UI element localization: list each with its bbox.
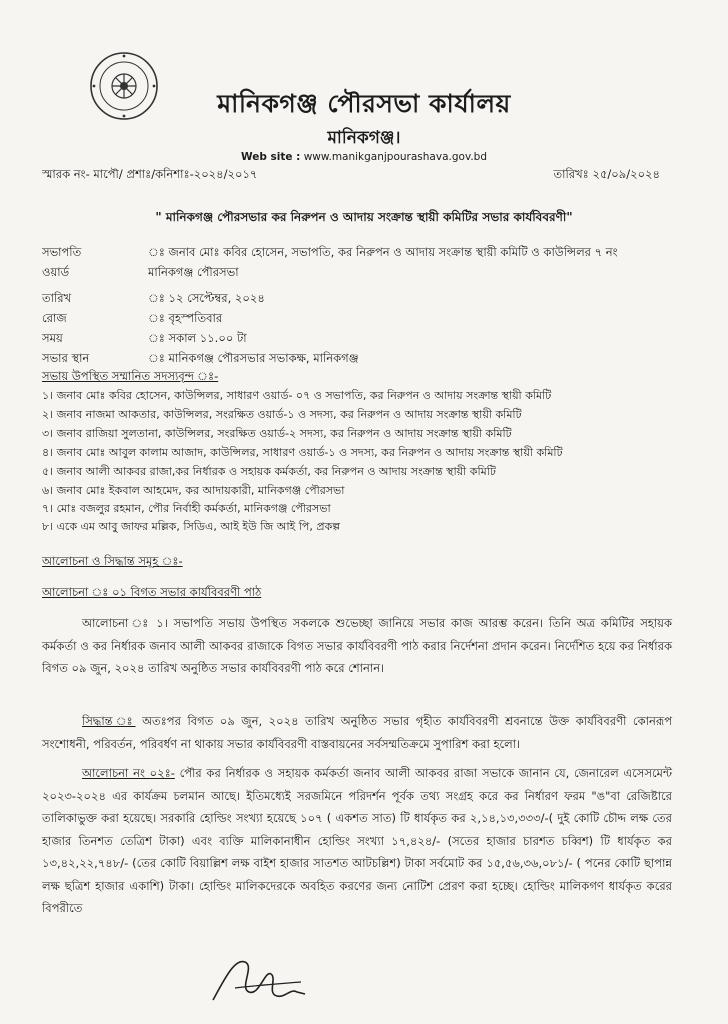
letter-date: তারিখঃ ২৫/০৯/২০২৪ bbox=[553, 167, 660, 181]
info-value: মানিকগঞ্জ পৌরসভা bbox=[148, 265, 239, 279]
info-value: ঃ মানিকগঞ্জ পৌরসভার সভাকক্ষ, মানিকগঞ্জ bbox=[148, 351, 359, 365]
discussion2-text: পৌর কর নির্ধারক ও সহায়ক কর্মকর্তা জনাব আলী আকবর রাজা সভাকে জানান যে, জেনারেল এসেসমেন্ট ২০২৩-২০২৪ এর কার্যক্রম চলমান আছে। ইতিমধ্যেই সরজমিনে পরিদর্শন পূর্বক তথ্য সংগ্রহ করে কর নির্ধারণ ফরম "ঙ"বা রেজিষ্টারে তালিকাভুক্ত করা হয়েছে। সরকারি হোল্ডিং সংখ্যা হয়েছে ১০৭ ( একশত সাত) টি ধার্যকৃত কর ২,১৪,১৩,৩৩৩/-( দুই কোটি চৌদ্দ লক্ষ তের হাজার তিনশত তেত্রিশ টাকা) এবং ব্যক্তি মালিকানাধীন হোল্ডিং সংখ্যা ১৭,৪২৪/- (সতের হাজার চারশত চব্বিশ) টি ধার্যকৃত কর ১৩,৪২,২২,৭৪৮/- (তের কোটি বিয়াল্লিশ লক্ষ বাইশ হাজার সাতশত আটচল্লিশ) টাকা সর্বমোট কর ১৫,৫৬,৩৬,০৮১/- ( পনের কোটি ছাপান্ন লক্ষ ছত্রিশ হাজার একাশি) টাকা। হোল্ডিং মালিকদেরকে অবহিত করণের জন্য নোটিশ প্রেরণ করা হচ্ছে। হোল্ডিং মালিকগণ ধার্যকৃত করের বিপরীতে bbox=[42, 766, 672, 915]
discussion1-heading: আলোচনা ঃ ০১ বিগত সভার কার্যবিবরণী পাঠ bbox=[42, 585, 262, 599]
discussion1-lead: আলোচনা ঃ ১। bbox=[82, 616, 168, 630]
info-row-chair bbox=[42, 244, 618, 263]
document-title: " মানিকগঞ্জ পৌরসভার কর নিরুপন ও আদায় সংক্রান্ত স্থায়ী কমিটির সভার কার্যবিবরণী" bbox=[155, 210, 573, 224]
info-label: সভার স্থান bbox=[42, 351, 90, 365]
website-label: Web site : bbox=[240, 151, 301, 163]
member-item: ৪। জনাব মোঃ আবুল কালাম আজাদ, কাউন্সিলর, সাধারণ ওয়ার্ড-১ ও সদস্য, কর নিরুপন ও আদায় সংক্রান্ত স্থায়ী কমিটি bbox=[42, 446, 563, 459]
discussion1-text: সভাপতি সভায় উপস্থিত সকলকে শুভেচ্ছা জানিয়ে সভার কাজ আরম্ভ করেন। তিনি অত্র কমিটির সহায়ক কর্মকর্তা ও কর নির্ধারক জনাব আলী আকবর রাজাকে বিগত সভার কার্যবিবরণী পাঠ করার নির্দেশনা প্রদান করেন। নির্দেশিত হয়ে কর নির্ধারক বিগত ০৯ জুন, ২০২৪ তারিখ অনুষ্ঠিত সভার কার্যবিবরণী পাঠ করে শোনান। bbox=[42, 616, 673, 675]
member-item: ৭। মোঃ বজলুর রহমান, পৌর নির্বাহী কর্মকর্তা, মানিকগঞ্জ পৌরসভা bbox=[42, 502, 331, 515]
info-label: ওয়ার্ড bbox=[42, 265, 70, 279]
decision-lead: সিদ্ধান্ত ঃ bbox=[82, 714, 136, 728]
info-label: সময় bbox=[42, 331, 63, 345]
member-item: ২। জনাব নাজমা আকতার, কাউন্সিলর, সংরক্ষিত ওয়ার্ড-১ ও সদস্য, কর নিরুপন ও আদায় সংক্রান্ত স্থায়ী কমিটি bbox=[42, 408, 522, 421]
info-label: রোজ bbox=[42, 311, 67, 325]
discussion1-paragraph bbox=[42, 612, 672, 680]
decision-paragraph bbox=[42, 710, 672, 755]
member-item: ৮। একে এম আবু জাফর মল্লিক, সিডিএ, আই ইউ জি আই পি, প্রকল্প bbox=[42, 520, 341, 533]
info-row-venue bbox=[42, 350, 359, 369]
member-item: ১। জনাব মোঃ কবির হোসেন, কাউন্সিলর, সাধারণ ওয়ার্ড- ০৭ ও সভাপতি, কর নিরুপন ও আদায় সংক্রান্ত স্থায়ী কমিটি bbox=[42, 389, 552, 402]
info-value: ঃ বৃহস্পতিবার bbox=[148, 311, 223, 325]
website-url: www.manikganjpourashava.gov.bd bbox=[303, 151, 488, 163]
memo-number: স্মারক নং- মাপৌ/ প্রশাঃ/কনিশাঃ-২০২৪/২০১৭ bbox=[42, 167, 258, 181]
members-heading: সভায় উপস্থিত সম্মানিত সদস্যবৃন্দ ঃ- bbox=[42, 369, 219, 383]
info-row-date bbox=[42, 290, 265, 309]
website-line bbox=[0, 151, 728, 163]
member-item: ৩। জনাব রাজিয়া সুলতানা, কাউন্সিলর, সংরক্ষিত ওয়ার্ড-২ সদস্য, কর নিরুপন ও আদায় সংক্রান্ত স্থায়ী কমিটি bbox=[42, 427, 512, 440]
info-value: ঃ সকাল ১১.০০ টা bbox=[148, 331, 247, 345]
discussion2-paragraph bbox=[42, 762, 672, 920]
info-label: তারিখ bbox=[42, 291, 72, 305]
info-row-time bbox=[42, 330, 247, 349]
info-row-ward bbox=[42, 264, 239, 283]
info-value: ঃ ১২ সেপ্টেম্বর, ২০২৪ bbox=[148, 291, 265, 305]
office-location: মানিকগঞ্জ। bbox=[327, 128, 401, 148]
discussion-heading: আলোচনা ও সিদ্ধান্ত সমূহ ঃ- bbox=[42, 554, 183, 568]
member-item: ৬। জনাব মোঃ ইকবাল আহমেদ, কর আদায়কারী, মানিকগঞ্জ পৌরসভা bbox=[42, 484, 345, 497]
member-item: ৫। জনাব আলী আকবর রাজা,কর নির্ধারক ও সহায়ক কর্মকর্তা, কর নিরুপন ও আদায় সংক্রান্ত স্থায়ী কমিটি bbox=[42, 465, 496, 478]
signature-icon bbox=[205, 948, 325, 1008]
office-title: মানিকগঞ্জ পৌরসভা কার্যালয় bbox=[217, 89, 511, 118]
discussion2-lead: আলোচনা নং ০২ঃ- bbox=[82, 766, 175, 780]
decision-text: অতঃপর বিগত ০৯ জুন, ২০২৪ তারিখ অনুষ্ঠিত সভার গৃহীত কার্যবিবরণী শ্রবনান্তে উক্ত কার্যবিবরণী কোনরূপ সংশোধনী, পরিবর্তন, পরিবর্ধণ না থাকায় সভার কার্যবিবরণী বাস্তবায়নের সর্বসম্মতিক্রমে সুপারিশ করা হলো। bbox=[42, 714, 673, 751]
info-value: ঃ জনাব মোঃ কবির হোসেন, সভাপতি, কর নিরুপন ও আদায় সংক্রান্ত স্থায়ী কমিটি ও কাউন্সিলর ৭ নং bbox=[148, 245, 618, 259]
info-row-day bbox=[42, 310, 222, 329]
info-label: সভাপতি bbox=[42, 245, 82, 259]
